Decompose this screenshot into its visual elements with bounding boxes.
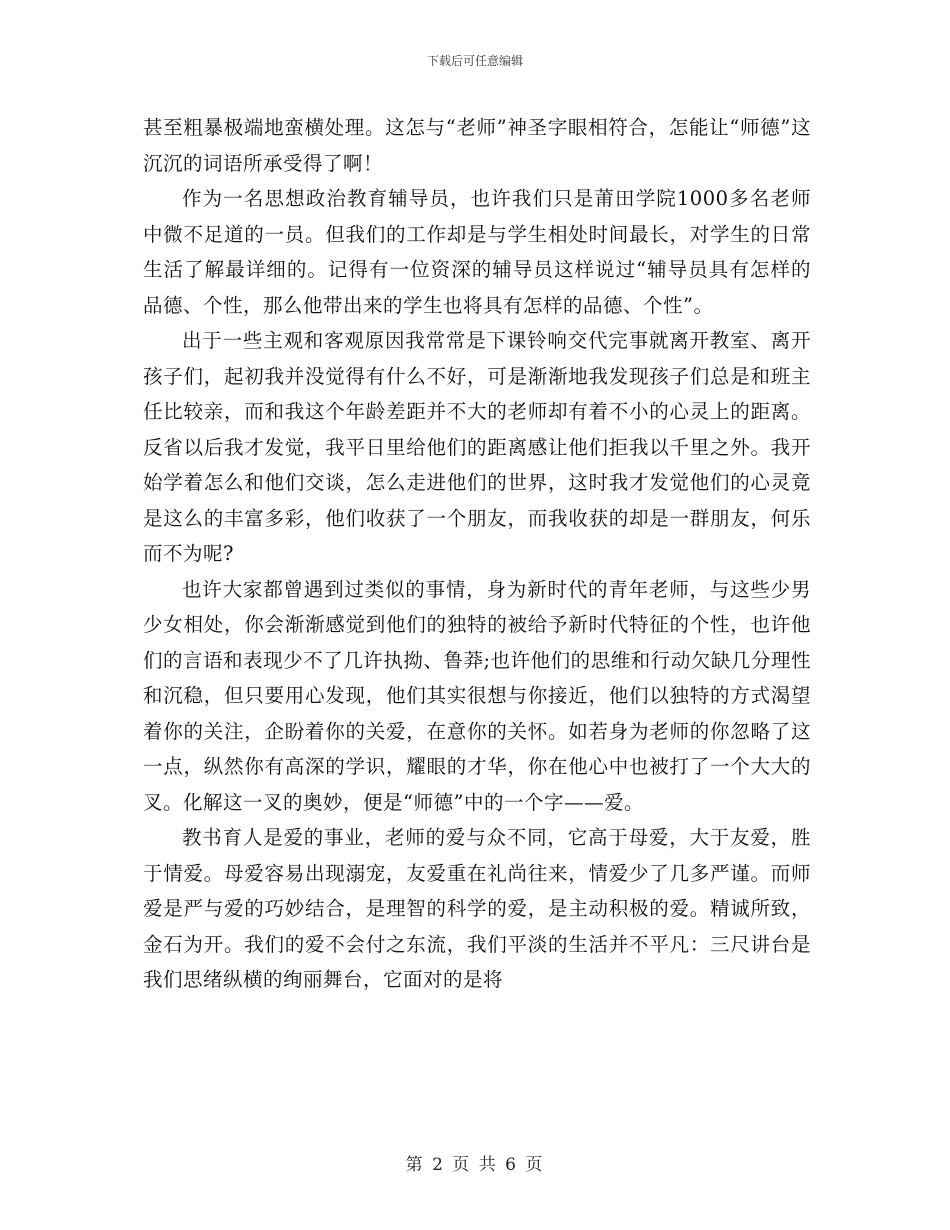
document-body <box>143 110 811 998</box>
paragraph-3: 出于一些主观和客观原因我常常是下课铃响交代完事就离开教室、离开孩子们，起初我并没觉得有什么不好，可是渐渐地我发现孩子们总是和班主任比较亲，而和我这个年龄差距并不大的老师却有着不小的心灵上的距离。反省以后我才发觉，我平日里给他们的距离感让他们拒我以千里之外。我开始学着怎么和他们交谈，怎么走进他们的世界，这时我才发觉他们的心灵竟是这么的丰富多彩，他们收获了一个朋友，而我收获的却是一群朋友，何乐而不为呢? <box>143 329 811 565</box>
paragraph-2: 作为一名思想政治教育辅导员，也许我们只是莆田学院1000多名老师中微不足道的一员。但我们的工作却是与学生相处时间最长，对学生的日常生活了解最详细的。记得有一位资深的辅导员这样说过“辅导员具有怎样的品德、个性，那么他带出来的学生也将具有怎样的品德、个性”。 <box>143 187 811 317</box>
paragraph-4: 也许大家都曾遇到过类似的事情，身为新时代的青年老师，与这些少男少女相处，你会渐渐感觉到他们的独特的被给予新时代特征的个性，也许他们的言语和表现少不了几许执拗、鲁莽;也许他们的思维和行动欠缺几分理性和沉稳，但只要用心发现，他们其实很想与你接近，他们以独特的方式渴望着你的关注，企盼着你的关爱，在意你的关怀。如若身为老师的你忽略了这一点，纵然你有高深的学识，耀眼的才华，你在他心中也被打了一个大大的叉。化解这一叉的奥妙，便是“师德”中的一个字——爱。 <box>143 577 811 814</box>
paragraph-1: 甚至粗暴极端地蛮横处理。这怎与“老师”神圣字眼相符合，怎能让“师德”这沉沉的词语所承受得了啊！ <box>143 116 811 175</box>
page-header: 下载后可任意编辑 <box>426 54 523 68</box>
page-number: 第 2 页 共 6 页 <box>405 1155 545 1175</box>
paragraph-5: 教书育人是爱的事业，老师的爱与众不同，它高于母爱，大于友爱，胜于情爱。母爱容易出现溺宠，友爱重在礼尚往来，情爱少了几多严谨。而师爱是严与爱的巧妙结合，是理智的科学的爱，是主动积极的爱。精诚所致，金石为开。我们的爱不会付之东流，我们平淡的生活并不平凡：三尺讲台是我们思绪纵横的绚丽舞台，它面对的是将 <box>143 826 811 991</box>
